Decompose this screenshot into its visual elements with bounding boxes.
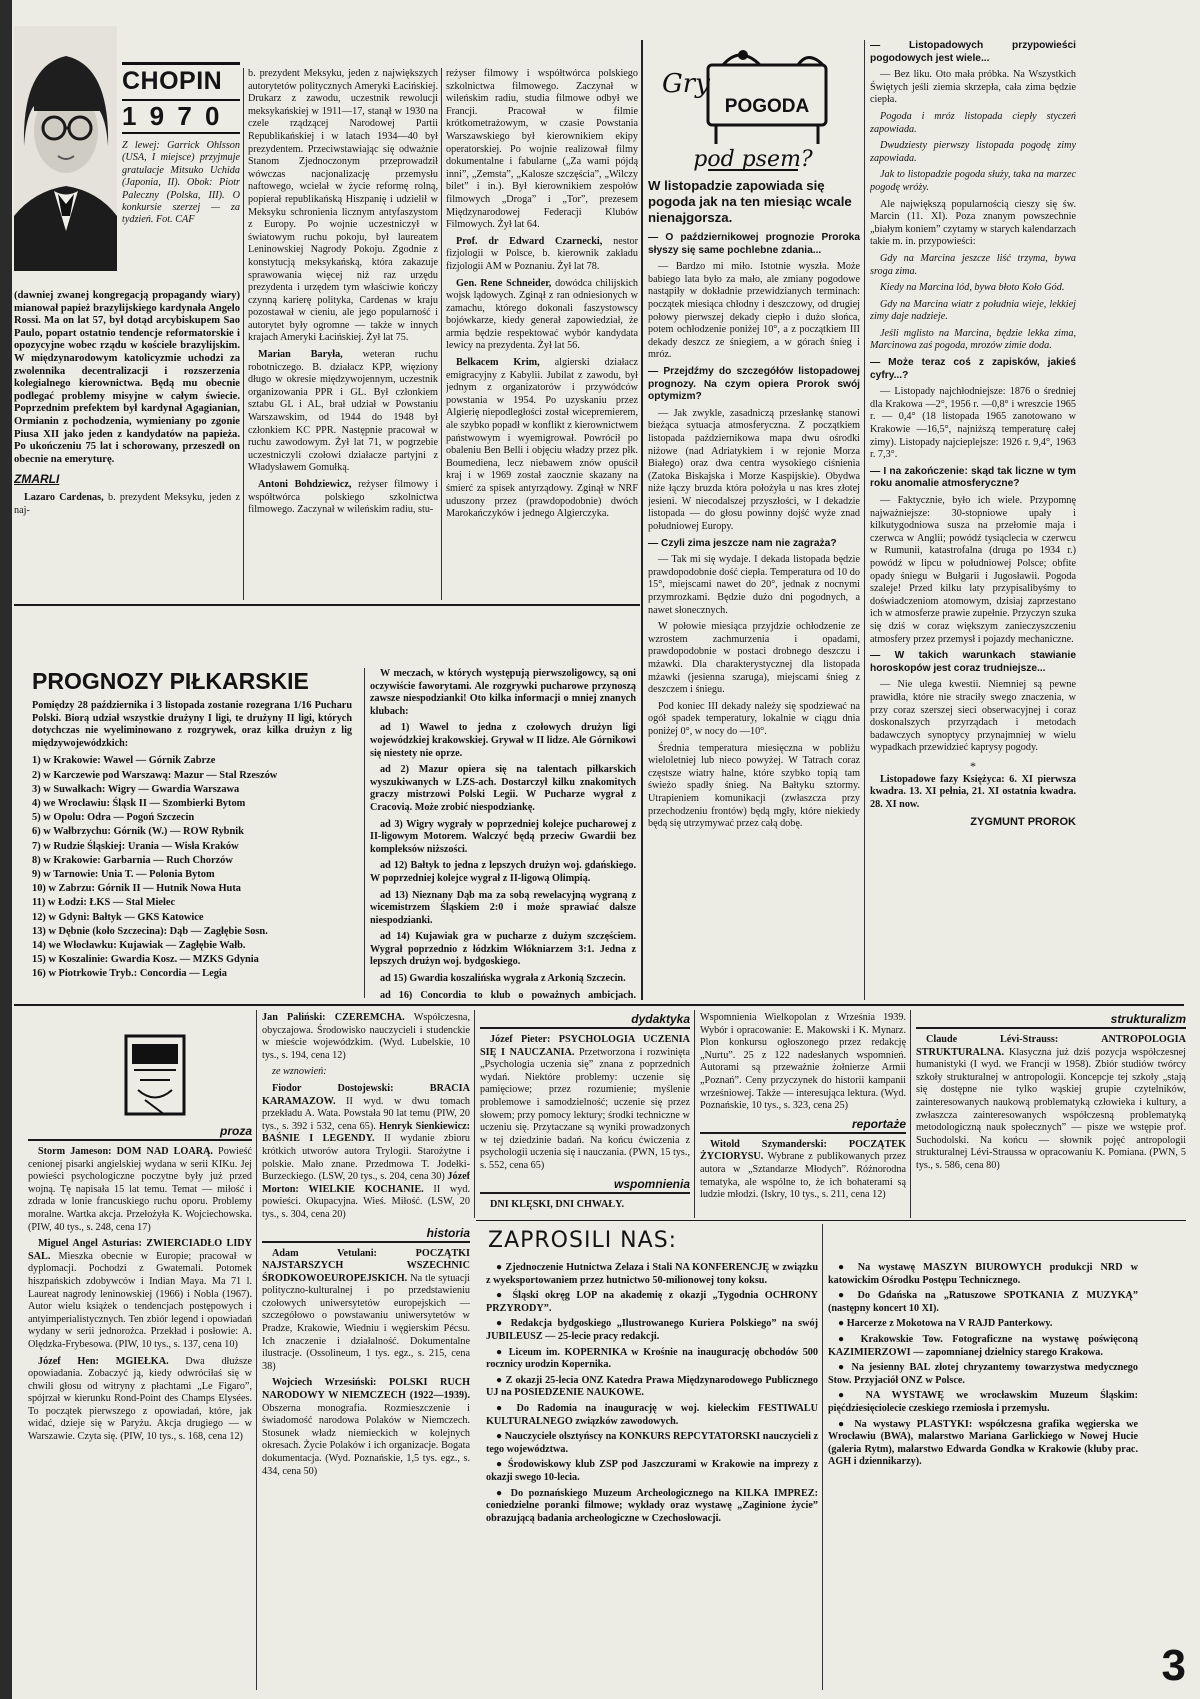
match-row: 5) w Opolu: Odra — Pogoń Szczecin: [32, 812, 195, 824]
book-desc: Współczesna, obyczajowa. Środowisko nauczycieli i studenckie w mieście wojewódzkim. (Wyd. Lubelskie, 10 tys., s. 194, cena 12): [262, 1012, 470, 1061]
book-author: Adam Vetulani:: [272, 1247, 377, 1259]
pogoda-q3: — Czyli zima jeszcze nam nie zagraża?: [648, 537, 837, 549]
book-author: Wojciech Wrzesiński:: [272, 1377, 377, 1389]
pogoda-q7: — W takich warunkach stawianie horoskopów jest coraz trudniejsze...: [870, 650, 1076, 674]
obit-czarnecki-text: nestor fizjologii w Polsce, b. kierownik zakładu fizjologii AM w Poznaniu. Żył lat 78.: [446, 235, 638, 272]
divider: [256, 1010, 257, 1690]
pogoda-q2: — Przejdźmy do szczegółów listopadowej prognozy. Na czym opiera Prorok swój optymizm?: [648, 365, 860, 403]
obit-col-3: [446, 68, 638, 600]
chopin-caption: Z lewej: Garrick Ohlsson (USA, I miejsce) przyjmuje gratulacje Mitsuko Uchida (Japonia, II). Obok: Piotr Paleczny (Polska, III). O konkursie szerzej — za tydzień. Fot. CAF: [122, 140, 240, 226]
book-desc: Wybrane z publikowanych przez autora w „Sztandarze Młodych”. Różnorodna tematyka, ale wspólne to, że ich bohaterami są ludzie młodzi. (Iskry, 10 tys., s. 211, cena 12): [700, 1151, 906, 1201]
book-entry: [262, 1083, 470, 1222]
obit-schneider: [446, 278, 638, 354]
book-author: Józef Morton:: [262, 1171, 470, 1195]
separator-star: *: [970, 758, 976, 773]
obit-bohdz: [248, 479, 438, 517]
divider: [14, 1004, 1184, 1006]
chopin-photo: [14, 26, 117, 271]
obit-krim: [446, 357, 638, 521]
obit-rossi-text: (dawniej zwanej kongregacją propagandy wiary) mianował papież brazylijskiego kardynała Angelo Rossi. Ma on lat 57, był dotąd arcybiskupem Sao Paulo, popart ostatnio tendencje reformatorskie i opozycyjne wobec rządu w kościele brazylijskim. W międzynarodowym katolicyzmie uchodzi za zwolennika decentralizacji i rozszerzenia kolegialnego kierownictwa. Będą mu obecnie podlegać problemy misyjne w całym świecie. Poprzednim prefektem był kardynał Agagianian, Ormianin z pochodzenia, wymieniany po zgonie Piusa XII jako jeden z kandydatów na papieża. Po ukończeniu 75 lat i schorowany, przeszedł on obecnie na emeryturę.: [14, 290, 240, 465]
book-entry: [480, 1199, 690, 1212]
invitation-item: ● Nauczyciele olsztyńscy na KONKURS REPCYTATORSKI nauczycieli z tego województwa.: [486, 1431, 818, 1455]
football-col-1: [32, 700, 352, 1000]
obit-baryla-text: weteran ruchu robotniczego. B. działacz KPP, więziony długo w okresie międzywojennym, uczestnik organizowania PPR i GL. Był członkiem sztabu GL i AL, brał udział w Powstaniu Warszawskim, od 1944 do 1948 był członkiem KC PPR. Następnie pracował w ruchu zawodowym. Żył lat 71, w pogrzebie uczestniczyli czołowi działacze partyjni z Władysławem Gomułką.: [248, 349, 438, 474]
pogoda-logo: [648, 40, 858, 175]
obit-col-1: [14, 290, 240, 598]
obit-col-2: [248, 68, 438, 600]
czytac-stamp: [120, 1030, 190, 1120]
pogoda-a7: — Nie ulega kwestii. Niemniej są pewne prawidła, które nie straciły swego znaczenia, w przy coraz szerszej sieci obserwacyjnej i coraz doskonalszych przyrządach i metodach badawczych synoptycy przynajmniej w wielu wypadkach przewidzieć kaprysy pogody.: [870, 679, 1076, 754]
match-row: 1) w Krakowie: Wawel — Górnik Zabrze: [32, 755, 216, 767]
pogoda-col-1: [648, 178, 860, 1000]
match-row: 3) w Suwałkach: Wigry — Gwardia Warszawa: [32, 783, 240, 795]
match-row: 11) w Łodzi: ŁKS — Stal Mielec: [32, 897, 176, 909]
obit-krim-name: Belkacem Krim,: [456, 357, 540, 369]
invitation-item: ● Liceum im. KOPERNIKA w Krośnie na inaugurację obchodów 500 rocznicy urodzin Kopernika.: [486, 1346, 818, 1371]
match-row: 6) w Wałbrzychu: Górnik (W.) — ROW Rybnik: [32, 826, 244, 838]
pogoda-logo-top: Gry: [662, 69, 710, 99]
books-col-3: [480, 1012, 690, 1218]
football-note: ad 3) Wigry wygrały w poprzedniej kolejce pucharowej z II-ligowym Motorem. Walczyć będą przeciw Gwardii bez kompleksów niższości.: [370, 818, 636, 855]
book-desc: Obszerna monografia. Rozmieszczenie i świadomość narodowa Polaków w Niemczech. Stosunek władz niemieckich w kolejnych okresach. Życie Polaków i ich organizacje. Bogata dokumentacja. (Wyd. Poznańskie, 1,5 tys. egz., s. 434, cena 50): [262, 1402, 470, 1477]
divider: [864, 40, 865, 1000]
book-author: Józef Pieter:: [490, 1034, 551, 1045]
match-row: 10) w Zabrzu: Górnik II — Hutnik Nowa Huta: [32, 883, 241, 895]
obit-cardenas-cont: b. prezydent Meksyku, jeden z największych autorytetów politycznych Ameryki Łacińskiej. Drukarz z zawodu, uczestnik rewolucji meksykańskiej w 1911—17, stanął w 1930 na czele rządzącej Narodowej Partii Republikańskiej i w latach 1934—40 był prezydentem. Przeciwstawiając się odważnie Stanom Zjednoczonym przeprowadził wówczas nacjonalizację przemysłu naftowego, wcielał w życie reformę rolną, popierał republikańską Hiszpanię i udzielił w Meksyku schronienia licznym antyfaszystom z Europy. Po wojnie uczestniczył w światowym ruchu pokoju, był laureatem Leninowskiej Nagrody Pokoju. Zgodnie z konstytucją meksykańską, która zakazuje sprawowania więcej niż raz urzędu prezydenta i urzędem tym właściwie kończy czynną karierę polityka, Cardenas w kraju pozostawał w cieniu, ale jego popularność i autorytet były ogromne — także w innych krajach Ameryki Łacińskiej. Żył lat 75.: [248, 68, 438, 344]
match-row: 16) w Piotrkowie Tryb.: Concordia — Legia: [32, 968, 228, 980]
pogoda-a5: — Listopady najchłodniejsze: 1876 o średniej dla Krakowa —2°, 1956 r. —0,8° i wreszcie 1965 r. — 0,4° (18 listopada 1965 zanotowano w Krakowie —16,5°, najniższą temperaturę całej zimy). Listopady najcieplejsze: 1926 r. 9,4°, 1963 r. 7,3°.: [870, 386, 1076, 461]
book-entry: [916, 1034, 1186, 1173]
book-desc: II wydanie zbioru krótkich utworów autora Trylogii. Starożytne i polskie. Mało znane. Przedmowa T. Jodełki-Burzeckiego. (LSW, 20 tys., s. 204, cena 30): [262, 1133, 470, 1183]
chopin-title: CHOPIN: [122, 62, 240, 96]
obit-bohdz-cont: reżyser filmowy i współtwórca polskiego szkolnictwa filmowego. Zaczynał w wileńskim radiu, studia filmowe odbył we Francji. Pracował w filmie krótkometrażowym, w czasie Powstania Warszawskiego był kierownikiem ekipy operatorskiej. Po wojnie realizował filmy dokumentalne i fabularne („Za wami pójdą inni”, „Zemsta”, „Kalosze szczęścia”, „Wilczy bilet” i in.). Był kierownikiem zespołów filmowych „Droga” i „Tor”, prezesem Międzynarodowej Federacji Klubów Filmowych. Żył lat 64.: [446, 68, 638, 231]
invitation-item: ● Redakcja bydgoskiego „Ilustrowanego Kuriera Polskiego” na swój JUBILEUSZ — 25-lecie pracy redakcji.: [486, 1318, 818, 1342]
pogoda-a4d: Jak to listopadzie pogoda służy, taka na marzec pogodę wróży.: [870, 169, 1076, 193]
books-col-2: [262, 1012, 470, 1692]
invitation-item: ● Z okazji 25-lecia ONZ Katedra Prawa Międzynarodowego Publicznego UJ na POSIEDZENIE NAUKOWE.: [486, 1374, 818, 1399]
obit-baryla: [248, 349, 438, 475]
book-author: Józef Hen:: [38, 1355, 99, 1367]
pogoda-q1: — O październikowej prognozie Proroka słyszy się same pochlebne zdania...: [648, 232, 860, 256]
book-desc: Mieszka obecnie w Europie; pracował w dyplomacji. Pochodzi z Gwatemali. Potomek hiszpańskich zdobywców i Indian Maya. Ma 71 l. Laureat nagrody leninowskiej (1966) i Nobla (1967). Autor wielu książek o tendencjach postępowych i antyimperialistycznych. Ten zbiór legend i opowiadań wydany w serii jednorożca. Przekład i posłowie: A. Olędzka-Frybesowa. (PIW, 10 tys., s. 137, cena 10): [28, 1250, 252, 1350]
invitation-item: ● Do Gdańska na „Ratuszowe SPOTKANIA Z MUZYKĄ” (następny koncert 10 XI).: [828, 1290, 1138, 1314]
book-title: ZWIERCIADŁO LIDY SAL.: [28, 1238, 252, 1262]
invitation-item: ● Na wystawy PLASTYKI: współczesna grafika węgierska we Wrocławiu (BWA), malarstwo Mariana Garlickiego w Nowej Hucie (galeria Rytm), malarstwo Edwarda Gondka w Krakowie (kluby prac. AGH i dziennikarzy).: [828, 1418, 1138, 1468]
book-desc: Dwa dłuższe opowiadania. Zobaczyć ją, kiedy odwróciłaś się w chwili głosu od witryny z płachtami „Le Figaro”, spójrzał w kierunku Rond-Point des Champs Elysées. To początek pierwszego z opowiadań, które, jak widać, dzieje się w Paryżu. Akcja drugiego — w Warszawie. Czyta się. (PIW, 10 tys., s. 168, cena 12): [28, 1355, 252, 1443]
book-title: BRACIA KARAMAZOW.: [262, 1082, 470, 1107]
book-desc: Powieść cenionej pisarki angielskiej wydana w serii KIKu. Jej powieści psychologiczne poczytne były już przed wojną. Tę napisała 15 lat temu. Temat — miłość i zdrada w lonie francuskiego ruchu oporu. Problemy moralne. Wartka akcja. Przełożyła K. Wojciechowska. (PIW, 40 tys., s. 248, cena 17): [28, 1146, 252, 1233]
pogoda-logo-word: POGODA: [724, 96, 810, 117]
football-note: ad 15) Gwardia koszalińska wygrała z Arkonią Szczecin.: [380, 973, 626, 985]
match-row: 15) w Koszalinie: Gwardia Kosz. — MZKS Gdynia: [32, 954, 259, 966]
book-title: ANTROPOLOGIA STRUKTURALNA.: [916, 1034, 1186, 1058]
book-author: Witold Szymanderski:: [710, 1138, 827, 1150]
divider: [243, 68, 244, 600]
chopin-box: [122, 62, 240, 274]
pogoda-lead: W listopadzie zapowiada się pogoda jak na ten miesiąc wcale nienajgorsza.: [648, 178, 852, 225]
zmarli-heading: ZMARLI: [14, 472, 60, 487]
match-row: 4) we Wrocławiu: Śląsk II — Szombierki Bytom: [32, 797, 246, 809]
football-col-2: [370, 668, 636, 1000]
divider: [910, 1010, 911, 1218]
match-row: 14) we Włocławku: Kujawiak — Zagłębie Wałb.: [32, 940, 246, 952]
obit-czarnecki: [446, 236, 638, 274]
pogoda-phases: Listopadowe fazy Księżyca: 6. XI pierwsza kwadra. 13. XI pełnia, 21. XI ostatnia kwadra. 28. XI now.: [870, 773, 1076, 811]
page-number: 3: [1161, 1641, 1186, 1690]
pogoda-logo-bottom: pod psem?: [693, 147, 813, 172]
pogoda-author: ZYGMUNT PROROK: [970, 815, 1076, 828]
match-row: 13) w Dębnie (koło Szczecina): Dąb — Zagłębie Sosn.: [32, 925, 268, 937]
football-note: ad 16) Concordia to klub o poważnych ambicjach.: [380, 989, 636, 1000]
pogoda-a3b: W połowie miesiąca przyjdzie ochłodzenie ze wzrostem zachmurzenia i opadami, prawdopodobnie w postaci drobnego deszczu i mżawki. Dla charakterystycznej dla listopada mżawki (jesienna szaruga), miejscami śnieg z deszczem i śniegu.: [648, 621, 860, 696]
divider: [694, 1010, 695, 1218]
proza-label: proza: [28, 1124, 252, 1141]
pogoda-q5: — Może teraz coś z zapisków, jakieś cyfry...?: [870, 357, 1076, 381]
pogoda-a4e: Ale największą popularnością cieszy się św. Marcin (11. XI). Poza znanym powszechnie „białym koniem” czytamy w starych kalendarzach takie m. in. przypowieści:: [870, 198, 1076, 248]
obit-cardenas-text: b. prezydent Meksyku, jeden z naj-: [14, 492, 240, 516]
book-title: DNI KLĘSKI, DNI CHWAŁY.: [490, 1198, 625, 1210]
football-matches: [32, 754, 352, 981]
book-title: PSYCHOLOGIA UCZENIA SIĘ I NAUCZANIA.: [480, 1034, 690, 1058]
match-row: 7) w Rudzie Śląskiej: Urania — Wisła Kraków: [32, 840, 239, 852]
obit-czarnecki-name: Prof. dr Edward Czarnecki,: [456, 235, 603, 247]
pogoda-a3d: Średnia temperatura miesięczna w pobliżu wieloletniej lub nieco powyżej. W Tatrach coraz częstsze wiatry halne, które szybko topią tam świeżo spadły śnieg. Na Bałtyku sztormy. Utrapieniem komunikacji (zwłaszcza przy przechodzeniu frontów) będą mgły, które niekiedy będą się utrzymywać przez całą dobę.: [648, 742, 860, 830]
divider: [364, 668, 365, 998]
football-intro: Pomiędzy 28 października i 3 listopada zostanie rozegrana 1/16 Pucharu Polski. Biorą udział wszystkie drużyny I ligi, te drużyny II ligi, których dotychczas nie wyeliminowano z rozgrywek, oraz kilka drużyn z lig międzywojewódzkich:: [32, 700, 352, 749]
pogoda-col-2: [870, 40, 1076, 1000]
invitation-item: ● Krakowskie Tow. Fotograficzne na wystawę poświęconą KAZIMIERZOWI — zapomnianej dzielnicy starego Krakowa.: [828, 1333, 1138, 1358]
books-col-1: [28, 1120, 252, 1690]
obit-bohdz-name: Antoni Bohdziewicz,: [258, 479, 352, 490]
book-entry: [28, 1146, 252, 1234]
invitation-item: ● Do Radomia na inaugurację w woj. kieleckim FESTIWALU KULTURALNEGO związków zawodowych.: [486, 1402, 818, 1427]
pogoda-a4: — Bez liku. Oto mała próbka. Na Wszystkich Świętych jeśli ziemia skrzepła, cała zima będzie ciepła.: [870, 69, 1076, 106]
match-row: 12) w Gdyni: Bałtyk — GKS Katowice: [32, 911, 204, 923]
book-desc: II wyd. powieści. Okupacyjna. Wieś. Miłość. (LSW, 20 tys., s. 304, cena 20): [262, 1183, 470, 1220]
pogoda-a1: — Bardzo mi miło. Istotnie wyszła. Może babiego lata było za mało, ale zmiany pogodowe nastąpiły w dokładnie przewidzianych terminach: początek miesiąca chłodny i deszczowy, od drugiej połowy pierwszej dekady ciepło i dużo słońca, potem ochłodzenie poniżej 10°, a z początkiem III dekady deszcz ze śniegiem, a w górach śnieg i mróz.: [648, 261, 860, 361]
match-row: 9) w Tarnowie: Unia T. — Polonia Bytom: [32, 869, 215, 880]
pogoda-q4: — Listopadowych przypowieści pogodowych jest wiele...: [870, 40, 1076, 64]
book-desc: Na tle sytuacji polityczno-kulturalnej i po przedstawieniu czołowych uniwersytetów europejskich — szczegółowo o powstawaniu uniwersytetów w Pradze, Krakowie, Wiedniu i węgierskim Pécsu. Ich znaczenie i działalność. Dokumentalne ilustracje. (Ossolineum, 1 tys. egz., s. 215, cena 38): [262, 1272, 470, 1372]
book-author: Claude Lévi-Strauss:: [926, 1034, 1059, 1045]
obit-cardenas-name: Lazaro Cardenas,: [24, 492, 104, 504]
pogoda-a4f: Gdy na Marcina jeszcze liść trzyma, bywa sroga zima.: [870, 252, 1076, 277]
pogoda-a4c: Dwudziesty pierwszy listopada pogodę zimy zapowiada.: [870, 140, 1076, 164]
book-entry: [262, 1012, 470, 1062]
book-title: POCZĄTKI NAJSTARSZYCH WSZECHNIC ŚRODKOWOEUROPEJSKICH.: [262, 1247, 470, 1284]
book-author: Henryk Sienkiewicz:: [379, 1120, 470, 1132]
obit-baryla-name: Marian Baryła,: [258, 349, 343, 361]
invitation-item: ● Na jesienny BAL złotej chryzantemy towarzystwa medycznego Stow. Przyjaciół ONZ w Polsce.: [828, 1362, 1138, 1386]
football-note: ad 14) Kujawiak gra w pucharze z dużym szczęściem. Wygrał poprzednio z łódzkim Włókniarzem 3:1. Jedna z lepszych drużyn woj. bydgoskiego.: [370, 931, 636, 968]
pogoda-a4b: Pogoda i mróz listopada ciepły styczeń zapowiada.: [870, 110, 1076, 135]
divider: [441, 68, 442, 600]
historia-label: historia: [262, 1226, 470, 1243]
football-note: ad 13) Nieznany Dąb ma za sobą rewelacyjną wygraną z wicemistrzem Śląskiem 2:0 i może sprawiać dalsze niespodzianki.: [370, 889, 636, 926]
invitation-item: ● Do poznańskiego Muzeum Archeologicznego na KILKA IMPREZ: coniedzielne poranki filmowe; wykłady oraz wystawę „Zaginione życie” obrazującą badania archeologiczne w Czechosłowacji.: [486, 1487, 818, 1524]
pogoda-a3: — Tak mi się wydaje. I dekada listopada będzie prawdopodobnie dość ciepła. Temperatura od 10 do 15°, miejscami nawet do 20°, jednak z nocnymi przymrozkami. Będzie dużo dni pogodnych, a nawet słonecznych.: [648, 554, 860, 616]
divider: [474, 1010, 475, 1218]
match-row: 8) w Krakowie: Garbarnia — Ruch Chorzów: [32, 854, 233, 866]
divider: [14, 604, 640, 606]
book-desc: Klasyczna już dziś pozycja współczesnej humanistyki (I wyd. we Francji w 1958). Zbiór studiów twórcy szkoły strukturalnej w antropologii. Koncepcje tej szkoły „stają się dostępne nie tylko wąskiej grupie czytelników, zainteresowanych naukową problematyką człowieka i kultury, a zwłaszcza zainteresowanych współczesną problematyką metodologiczną nauk społecznych” — pisze we wstępie prof. Suchodolski. Na końcu — słownik pojęć antropologii strukturalnej Lévi-Straussa w opracowaniu K. Pomiana. (PWN, 5 tys., s. 586, cena 80): [916, 1046, 1186, 1171]
binding-edge: [0, 0, 12, 1699]
book-desc-cont: Wspomnienia Wielkopolan z Września 1939. Wybór i opracowanie: E. Makowski i K. Mynarz. Plon konkursu ogłoszonego przez redakcję „Nurtu”. 25 z 122 nadesłanych wspomnień. Autorami są przeważnie żołnierze Armii „Poznań”. Ceny przyczynek do historii kampanii wrześniowej. Także — interesująca lektura. (Wyd. Poznańskie, 10 tys., s. 323, cena 25): [700, 1012, 906, 1112]
wznowienia-label: ze wznowień:: [272, 1066, 327, 1078]
pogoda-a3c: Pod koniec III dekady należy się spodziewać na ogół spadek temperatury, lokalnie w ciągu dnia poniżej 0°, w nocy do —10°.: [648, 700, 860, 737]
book-author: Miguel Angel Asturias:: [38, 1238, 142, 1250]
wspomnienia-label: wspomnienia: [480, 1177, 690, 1194]
obit-schneider-name: Gen. Rene Schneider,: [456, 277, 552, 289]
book-entry: [480, 1034, 690, 1173]
football-title: PROGNOZY PIŁKARSKIE: [32, 668, 309, 694]
book-desc: Przetworzona i rozwinięta „Psychologia uczenia się” znana z poprzednich wydań. Niektóre problemy: uczenie się pamięciowe; przez rozumienie; myślenie problemowe i samodzielność; uczenie się przez słowem; przy pomocy lektury; środki techniczne w uczeniu się. Przytaczane są wyniki prowadzonych w tej dziedzinie badań. Na końcu ćwiczenia z psychologii uczenia się i nauczania. (PWN, 15 tys., s. 552, cena 65): [480, 1046, 690, 1171]
invitation-item: ● Harcerze z Mokotowa na V RAJD Panterkowy.: [838, 1318, 1053, 1330]
books-col-5: [916, 1012, 1186, 1218]
obit-cardenas-start: [14, 492, 240, 517]
divider: [476, 1220, 1186, 1221]
book-title: POCZĄTEK ŻYCIORYSU.: [700, 1138, 906, 1163]
book-title: DOM NAD LOARĄ.: [116, 1146, 213, 1157]
chopin-year: 1 9 7 0: [122, 99, 240, 134]
divider: [822, 1224, 823, 1690]
book-entry: [262, 1377, 470, 1478]
book-author: Fiodor Dostojewski:: [272, 1082, 394, 1094]
book-title: BAŚNIE I LEGENDY.: [262, 1133, 375, 1145]
invitation-item: ● NA WYSTAWĘ we wrocławskim Muzeum Śląskim: pięćdziesięciolecie czeskiego rzemiosła i przemysłu.: [828, 1390, 1138, 1414]
football-note: ad 2) Mazur opiera się na talentach piłkarskich wyszukiwanych w LZS-ach. Dostarczył kilku znakomitych graczy mistrzowi Polski Legii. W Pucharze wygrał z Cracovią. Może zrobić niespodziankę.: [370, 764, 636, 813]
reportaze-label: reportaże: [700, 1117, 906, 1134]
book-entry: [700, 1139, 906, 1202]
obit-schneider-text: dowódca chilijskich wojsk lądowych. Zginął z ran odniesionych w zamachu, którego dokonali faszystowscy bojówkarze, kiedy generał zapowiedział, że armia będzie respektować wybór kandydata lewicy na prezydenta. Żył lat 56.: [446, 277, 638, 352]
divider: [641, 40, 643, 1000]
invitation-item: ● Na wystawę MASZYN BIUROWYCH produkcji NRD w katowickim Ośrodku Postępu Technicznego.: [828, 1262, 1138, 1286]
obit-krim-text: algierski działacz emigracyjny z Kabylii. Jubilat z zawodu, był jednym z organizatorów i przywódców powstania w 1954. Po uzyskaniu przez Algierię niepodległości został wicepremierem, ale szybko popadł w konflikt z kierownictwem państwowym i wyemigrował. Powrócił po obaleniu Ben Belli i objęciu władzy przez płk. Boumediena, lecz niebawem znów opuścił kraj i w 1969 został zaocznie skazany na śmierć za spisek antyrządowy. Zginął w NRF uduszony przez (prawdopodobnie) dwóch Marokańczyków i jednego Algierczyka.: [446, 357, 638, 520]
book-title: CZEREMCHA.: [334, 1012, 405, 1023]
book-entry: [262, 1248, 470, 1374]
book-desc: II wyd. w dwu tomach przekładu A. Wata. Powstała 90 lat temu (PIW, 20 tys., s. 392 i 532, cena 65).: [262, 1095, 470, 1132]
match-row: 2) w Karczewie pod Warszawą: Mazur — Stal Rzeszów: [32, 769, 278, 781]
invitation-item: ● Zjednoczenie Hutnictwa Żelaza i Stali NA KONFERENCJĘ w związku z wyeksportowaniem przez hutnictwo 50-milionowej tony koksu.: [486, 1262, 818, 1286]
football-note: ad 12) Bałtyk to jedna z lepszych drużyn woj. gdańskiego. W poprzedniej kolejce wygrał z II-ligową Olimpią.: [370, 860, 636, 884]
pogoda-q6: — I na zakończenie: skąd tak liczne w tym roku anomalie atmosferyczne?: [870, 465, 1076, 490]
strukturalizm-label: strukturalizm: [916, 1012, 1186, 1029]
book-title: POLSKI RUCH NARODOWY W NIEMCZECH (1922—1939).: [262, 1377, 470, 1402]
football-commentary: W meczach, w których występują pierwszoligowcy, są oni oczywiście faworytami. Ale rozgrywki pucharowe przynoszą zawsze niespodzianki! Oto kilka informacji o mniej znanych klubach:: [370, 668, 636, 717]
dydaktyka-label: dydaktyka: [480, 1012, 690, 1029]
pogoda-a2: — Jak zwykle, zasadniczą przesłankę stanowi bieżąca sytuacja atmosferyczna. Z początkiem listopada październikowa mapa dwu ośrodki niżowe (nad Adriatykiem i w rejonie Morza Białego) oraz dwa centra wysokiego ciśnienia (Zatoka Biskajska i Morze Kaspijskie). Obydwa niże łączy bruzda która położyła u nas kres złotej jesieni. W niecodalszej przyszłości, w I dekadzie listopada — do głosu powinny dojść wyże znad południowej Europy.: [648, 407, 860, 533]
pogoda-a4g: Kiedy na Marcina lód, bywa błoto Koło Gód.: [880, 282, 1065, 294]
book-author: Jan Paliński:: [262, 1012, 326, 1023]
pogoda-a6: — Faktycznie, było ich wiele. Przypomnę najważniejsze: 30-stopniowe upały i kilkutygodniowa susza na przełomie maja i czerwca w Anglii; powódź tysiąclecia w czerwcu w Rumunii, katastrofalna (druga po 1934 r.) powódź w lipcu w południowej Polsce; obfite opady śniegu w Bułgarii i Jugosławii. Pogoda szaleje! Przed kilku laty przypisalibyśmy to doświadczeniom atomowym, dzisiaj zaprzestano ich w atmosferze prawie zupełnie. Przyczyn szuka się dziś w coraz większym zanieczyszczeniu atmosfery przez przemysł i pojazdy mechaniczne.: [870, 495, 1076, 645]
pogoda-a4h: Gdy na Marcina wiatr z południa wieje, lekkiej zimy daje nadzieje.: [870, 298, 1076, 323]
obit-bohdz-text: reżyser filmowy i współtwórca polskiego szkolnictwa filmowego. Zaczynał w wileńskim radiu, stu-: [248, 479, 438, 516]
zaprosili-col-2: [828, 1262, 1138, 1662]
book-entry: [28, 1238, 252, 1351]
zaprosili-title: ZAPROSILI NAS:: [488, 1228, 678, 1253]
book-title: MGIEŁKA.: [115, 1355, 169, 1367]
book-entry: [28, 1356, 252, 1444]
book-title: WIELKIE KOCHANIE.: [308, 1183, 424, 1195]
zaprosili-col-1: [486, 1262, 818, 1692]
invitation-item: ● Środowiskowy klub ZSP pod Jaszczurami w Krakowie na imprezy z okazji swego 10-lecia.: [486, 1459, 818, 1483]
book-author: Storm Jameson:: [38, 1146, 112, 1157]
football-note: ad 1) Wawel to jedna z czołowych drużyn ligi wojewódzkiej krakowskiej. Grywał w II lidze. Ale Górnikowi się niestety nie oprze.: [370, 722, 636, 759]
books-col-4: [700, 1012, 906, 1218]
invitation-item: ● Śląski okręg LOP na akademię z okazji „Tygodnia OCHRONY PRZYRODY”.: [486, 1290, 818, 1314]
pogoda-a4i: Jeśli mglisto na Marcina, będzie lekka zima, Marcinowa zaś pogoda, mrozów zimie doda.: [870, 327, 1076, 352]
